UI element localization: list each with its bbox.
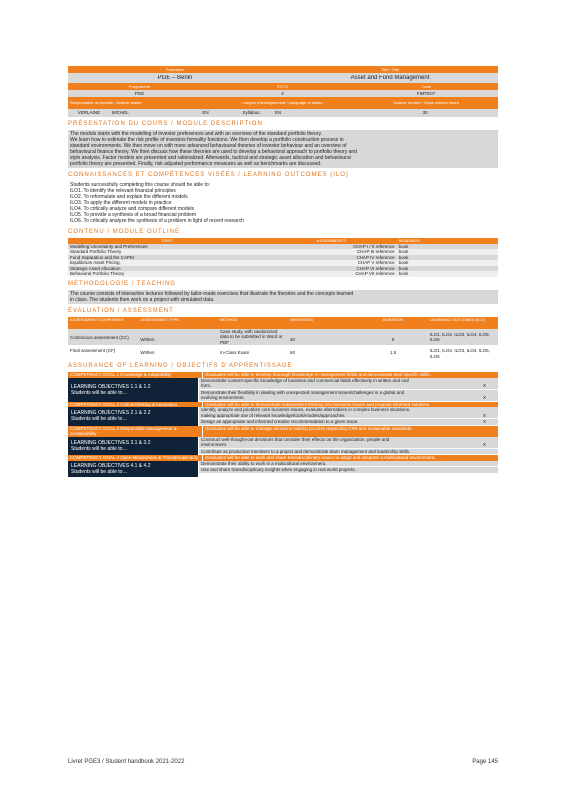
assurance-title: ASSURANCE OF LEARNING / OBJECTIFS D'APPRENTISSAGE bbox=[68, 363, 293, 369]
outline-topic: Fund Separation and the CAPM bbox=[68, 255, 266, 261]
outline-book: book bbox=[397, 260, 498, 266]
header-value-row-3 bbox=[68, 109, 498, 117]
eval-col-outcomes: LEARNING OUTCOMES (ILO) bbox=[428, 317, 498, 329]
syllabus-label: Syllabus: bbox=[242, 110, 261, 115]
presentation-text bbox=[68, 130, 498, 168]
outline-book: book bbox=[397, 249, 498, 255]
course-title: Asset and Fund Management bbox=[350, 75, 430, 81]
eval-col-weighting: WEIGHTING bbox=[288, 317, 358, 329]
outline-chap: CHAP VII reference bbox=[266, 271, 397, 277]
outcome-item: ILO3. To apply the different models in practice bbox=[70, 200, 172, 206]
eval-component: Continuous assessment (CC) bbox=[68, 329, 138, 346]
presentation-line: portfolio theory are presented. Finally, risk adjusted performance measures as well as benchmarks are discussed. bbox=[70, 161, 322, 167]
learning-objectives-subtitle: Students will be able to… bbox=[71, 389, 128, 396]
list-item bbox=[198, 467, 498, 474]
leader-last-name: VERLAINE bbox=[77, 110, 101, 115]
programme-label: Programme bbox=[129, 83, 150, 89]
outline-topic: Strategic Asset Allocation bbox=[68, 266, 266, 272]
language-value: EN bbox=[202, 110, 209, 115]
learning-objectives-subtitle: Students will be able to… bbox=[71, 468, 128, 475]
outline-table bbox=[68, 238, 498, 277]
formation-value: PGE – Berlin bbox=[157, 75, 193, 81]
syllabus-page bbox=[68, 66, 498, 477]
outcome-item: ILO2. To reformulate and explain the different models bbox=[70, 194, 188, 200]
evaluation-header-row bbox=[68, 317, 498, 329]
eval-method: In-Class Exam bbox=[219, 350, 250, 355]
outline-topic: Equilibrium Asset Pricing bbox=[68, 260, 266, 266]
outline-book: book bbox=[397, 271, 498, 277]
list-item bbox=[198, 437, 498, 449]
learning-objectives-list bbox=[198, 407, 498, 426]
learning-objective-text: Demonstrate content-specific knowledge of business and commercial fields effectively in written and oral form. bbox=[201, 377, 409, 388]
teaching-title: MÉTHODOLOGIE / TEACHING bbox=[68, 280, 176, 287]
table-row bbox=[68, 271, 498, 277]
list-item bbox=[198, 378, 498, 390]
code-value: FIMTE07 bbox=[416, 90, 436, 96]
eval-weighting: 40 bbox=[288, 329, 358, 346]
outline-chap: CHAP V reference bbox=[266, 260, 397, 266]
outcomes-title: CONNAISSANCES ET COMPÉTENCES VISÉES / LEARNING OUTCOMES (ILO) bbox=[68, 172, 349, 178]
ects-label: ECTS bbox=[277, 83, 288, 89]
outline-book: book bbox=[397, 244, 498, 250]
learning-objectives-subtitle: Students will be able to… bbox=[71, 416, 128, 423]
outline-topic: Behavioral Portfolio Theory bbox=[68, 271, 266, 277]
title-label: Title / Title bbox=[380, 66, 400, 72]
eval-col-duration: DURATION bbox=[358, 317, 428, 329]
competency-goal-description: Graduates will be able to develop thorough knowledge in management fields and demonstrate their specific skills. bbox=[202, 372, 498, 378]
competency-goal: COMPETENCY GOAL 1 Knowledge & Adaptability bbox=[68, 372, 202, 378]
learning-objectives-label bbox=[68, 378, 198, 402]
page-number: Page 145 bbox=[472, 759, 498, 765]
learning-objective-text: Design an appropriate and informed creative recommendation to a given issue. bbox=[201, 419, 359, 424]
presentation-line: style analysis. Factor models are presented and rationalized. Afterwards, tactical and strategic asset allocation and behavioural bbox=[70, 155, 351, 161]
table-row bbox=[68, 345, 498, 359]
list-item bbox=[198, 390, 498, 402]
learning-objectives-row bbox=[68, 407, 498, 426]
eval-outcomes: ILO1, ILO2, ILO3, ILO4, ILO5, ILO6 bbox=[429, 348, 490, 359]
competency-goal: COMPETENCY GOAL 3 Responsible Management & Sustainability bbox=[68, 426, 202, 437]
hours-value: 30 bbox=[422, 110, 428, 115]
learning-objectives-label bbox=[68, 437, 198, 456]
outline-topic: Standard Portfolio Theory bbox=[68, 249, 266, 255]
programme-value: PGE bbox=[134, 90, 145, 96]
learning-objectives-list bbox=[198, 378, 498, 402]
page-footer bbox=[68, 759, 498, 765]
competency-goal: COMPETENCY GOAL 4 Open-Mindedness & Transdisciplinarity bbox=[68, 455, 202, 461]
outline-col-assignments: ASSIGNMENTS bbox=[266, 238, 397, 244]
eval-duration: 9 bbox=[358, 329, 428, 346]
learning-objective-text: Identify, analyze and prioritize core business issues, evaluate alternatives in complex business situations, making appropriate use of relevant knowledge/tools/models/approaches. bbox=[201, 407, 411, 418]
learning-objectives-row bbox=[68, 437, 498, 456]
header-label-row-2 bbox=[68, 83, 498, 90]
header-value-row-2 bbox=[68, 90, 498, 97]
outline-topic: Modelling Uncertainty and Preferences bbox=[68, 244, 266, 250]
learning-objectives-title: LEARNING OBJECTIVES 2.1 & 2.2 bbox=[71, 410, 151, 417]
teaching-text bbox=[68, 290, 498, 304]
formation-label: Formation bbox=[166, 66, 185, 72]
competency-goal: COMPETENCY GOAL 2 Critical thinking & Innovation bbox=[68, 402, 202, 408]
evaluation-table bbox=[68, 317, 498, 360]
eval-col-type: ASSESSMENT TYPE bbox=[138, 317, 218, 329]
outline-book: book bbox=[397, 266, 498, 272]
eval-weighting: 60 bbox=[290, 350, 296, 355]
table-row bbox=[68, 329, 498, 346]
language-label: Langue d'enseignement / Language of tuition bbox=[242, 100, 323, 105]
eval-outcomes: ILO1, ILO2, ILO3, ILO4, ILO5, ILO6 bbox=[428, 329, 498, 346]
learning-objectives-title: LEARNING OBJECTIVES 4.1 & 4.2 bbox=[71, 462, 151, 469]
learning-objectives-row bbox=[68, 461, 498, 477]
presentation-line: behavioural finance theory. We then discuss how these theories are used to develop a behavioral approach to portfolio theory and bbox=[70, 149, 357, 155]
eval-component: Final assessment (CF) bbox=[70, 348, 116, 353]
header-value-row-1 bbox=[68, 73, 498, 83]
outline-chap: CHAP VI reference bbox=[266, 266, 397, 272]
outline-chap: CHAP I / II reference bbox=[266, 244, 397, 250]
outcome-item: ILO5. To provide a synthesis of a broad financial problem bbox=[70, 212, 197, 218]
presentation-line: We learn how to estimate the risk profile of investors formality functions. We then develop a portfolio construction process in bbox=[70, 137, 344, 143]
leader-label: Responsable du module / Module leader bbox=[70, 100, 142, 105]
competency-goal-description: Graduates will be able to work and share transdisciplinary issues to adapt and integrate a multicultural environment. bbox=[202, 455, 498, 461]
presentation-line: The module starts with the modelling of investor preferences and with an overview of the standard portfolio theory. bbox=[70, 131, 322, 137]
eval-type: Written bbox=[140, 350, 155, 355]
learning-objectives-list bbox=[198, 461, 498, 477]
learning-objective-text: Construct well-thought-out decisions that consider their effects on the organization, people and environment. bbox=[201, 436, 390, 447]
outcome-item: ILO6. To critically analyze the synthesis of a problem in light of recent research bbox=[70, 218, 244, 224]
outline-chap: CHAP III reference bbox=[266, 249, 397, 255]
learning-objectives-title: LEARNING OBJECTIVES 1.1 & 1.2 bbox=[71, 383, 151, 390]
learning-objectives-row bbox=[68, 378, 498, 402]
outline-book: book bbox=[397, 255, 498, 261]
teaching-line: in class. The students then work on a project with simulated data. bbox=[70, 296, 215, 303]
outline-col-topic: TOPIC bbox=[68, 238, 266, 244]
eval-method: Case study, with randomized data to be submitted in Word or PDF bbox=[218, 329, 288, 346]
objective-mark: X bbox=[482, 383, 486, 388]
competency-goal-description: Graduates will be able to manage decisions making process respecting CSR and sustainable standards. bbox=[202, 426, 498, 437]
competency-goal-description: Graduates will be able to demonstrate independent thinking into business issues and propose informed solutions. bbox=[202, 402, 498, 408]
header-label-row-1 bbox=[68, 66, 498, 73]
eval-col-method: METHOD bbox=[218, 317, 288, 329]
outline-chap: CHAP IV reference bbox=[266, 255, 397, 261]
eval-type: Written bbox=[138, 329, 218, 346]
assurance-table bbox=[68, 372, 498, 477]
learning-objectives-title: LEARNING OBJECTIVES 3.1 & 3.2 bbox=[71, 439, 151, 446]
presentation-line: standard environments. We then move on with more advanced behavioural theories of investor behaviour and an overview of bbox=[70, 143, 347, 149]
ects-value: 4 bbox=[281, 90, 284, 96]
learning-objectives-label bbox=[68, 407, 198, 426]
objective-mark: X bbox=[482, 419, 486, 424]
outcomes-intro: Students successfully completing this course should be able to: bbox=[70, 182, 211, 188]
competency-goal-row bbox=[68, 426, 498, 437]
eval-duration: 1.5 bbox=[389, 350, 397, 355]
learning-objective-text: Demonstrate their flexibility in dealing with unexpected management issues/challenges in a global and evolving environment. bbox=[201, 389, 405, 400]
teaching-line: The course consists of interactive lectures followed by tailor-made exercises that illustrate the theories and the concepts learned bbox=[70, 290, 354, 297]
objective-mark: X bbox=[482, 395, 486, 400]
learning-objective-text: Demonstrate their ability to work in a multicultural environment. bbox=[201, 460, 327, 466]
learning-objective-text: Contribute as productive members to a project and demonstrate team management and leadership skills. bbox=[201, 448, 411, 454]
objective-mark: X bbox=[482, 412, 486, 418]
objective-mark: X bbox=[482, 442, 486, 447]
hours-label: Volume horaire / Class contact hours bbox=[393, 100, 459, 105]
outcome-item: ILO1. To identify the relevant financial principles bbox=[70, 188, 176, 194]
evaluation-title: ÉVALUATION / ASSESSMENT bbox=[68, 307, 174, 314]
learning-objectives-label bbox=[68, 461, 198, 477]
syllabus-value: EN bbox=[274, 110, 282, 115]
learning-objective-text: Use and share transdisciplinary insights when engaging in real world projects. bbox=[201, 467, 356, 472]
outline-title: CONTENU / MODULE OUTLINE bbox=[68, 229, 181, 235]
list-item bbox=[198, 407, 498, 419]
outcome-item: ILO4. To critically analyze and compare different models bbox=[70, 206, 195, 212]
learning-objectives-list bbox=[198, 437, 498, 456]
eval-col-component: ASSESSMENT COMPONENT bbox=[68, 317, 138, 329]
footer-handbook: Livret PGE3 / Student handbook 2021-2022 bbox=[68, 759, 185, 765]
presentation-title: PRÉSENTATION DU COURS / MODULE DESCRIPTION bbox=[68, 121, 263, 127]
header-label-row-3 bbox=[68, 97, 498, 109]
learning-objectives-subtitle: Students will be able to… bbox=[71, 445, 128, 452]
code-label: Code bbox=[421, 83, 431, 89]
leader-first-name: MICHEL bbox=[111, 110, 129, 115]
outcomes-list bbox=[68, 181, 498, 225]
outline-col-readings: READINGS bbox=[397, 238, 498, 244]
